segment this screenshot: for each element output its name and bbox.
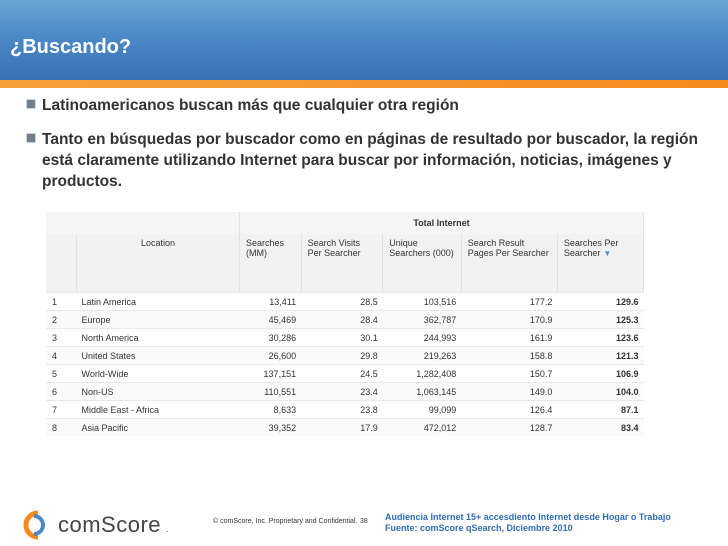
rank-cell: 6 [46,383,77,401]
bullet-2-line-1: Tanto en búsquedas por buscador como en páginas de resultado por buscador, la región [42,131,698,148]
visits-cell: 28.5 [301,293,383,311]
slide-title: ¿Buscando? [10,36,132,58]
visits-cell: 23.8 [301,401,383,419]
title-band [0,0,728,80]
unique-cell: 1,282,408 [383,365,462,383]
visits-cell: 17.9 [301,419,383,437]
visits-cell: 28.4 [301,311,383,329]
per-searcher-cell: 83.4 [557,419,643,437]
location-cell: Non-US [77,383,240,401]
table-row[interactable] [46,419,644,437]
visits-cell: 30.1 [301,329,383,347]
location-cell: North America [77,329,240,347]
pages-cell: 177.2 [461,293,557,311]
location-cell: United States [77,347,240,365]
table-row[interactable] [46,347,644,365]
col-header-searches[interactable]: Searches (MM) [240,234,302,293]
searches-cell: 26,600 [240,347,302,365]
location-cell: Asia Pacific [77,419,240,437]
per-searcher-cell: 123.6 [557,329,643,347]
bullet-1 [26,95,722,116]
unique-cell: 99,099 [383,401,462,419]
rank-cell: 8 [46,419,77,437]
pages-cell: 149.0 [461,383,557,401]
col-header-location[interactable]: Location [77,234,240,293]
pages-cell: 170.9 [461,311,557,329]
per-searcher-cell: 106.9 [557,365,643,383]
bullet-square-icon [26,99,36,109]
per-searcher-cell: 104.0 [557,383,643,401]
location-cell: Latin America [77,293,240,311]
visits-cell: 23.4 [301,383,383,401]
per-searcher-cell: 121.3 [557,347,643,365]
rank-cell: 7 [46,401,77,419]
unique-cell: 103,516 [383,293,462,311]
rank-cell: 2 [46,311,77,329]
group-header-total-internet: Total Internet [240,212,644,234]
bullet-2 [26,129,722,192]
col-header-unique[interactable]: Unique Searchers (000) [383,234,462,293]
table-row[interactable] [46,329,644,347]
unique-cell: 244,993 [383,329,462,347]
per-searcher-cell: 125.3 [557,311,643,329]
rank-cell: 5 [46,365,77,383]
page-number: 38 [360,518,368,525]
searches-cell: 13,411 [240,293,302,311]
unique-cell: 362,787 [383,311,462,329]
col-header-visits[interactable]: Search Visits Per Searcher [301,234,383,293]
per-searcher-cell: 129.6 [557,293,643,311]
rank-col-header [46,234,77,293]
table-row[interactable] [46,365,644,383]
pages-cell: 126.4 [461,401,557,419]
table-row[interactable] [46,293,644,311]
visits-cell: 29.8 [301,347,383,365]
comscore-logo [20,510,210,540]
footer-note-line-2: Fuente: comScore qSearch, Diciembre 2010 [385,523,573,533]
pages-cell: 158.8 [461,347,557,365]
searches-cell: 39,352 [240,419,302,437]
pages-cell: 161.9 [461,329,557,347]
pages-cell: 128.7 [461,419,557,437]
footer-copyright: © comScore, Inc. Proprietary and Confidential. [213,518,358,525]
table-row[interactable] [46,311,644,329]
unique-cell: 219,263 [383,347,462,365]
searches-cell: 30,286 [240,329,302,347]
col-header-per-searcher[interactable] [557,234,643,293]
table-body [46,293,644,437]
logo-mark: . [166,524,169,534]
bullet-square-icon [26,133,36,143]
footer-note-line-1: Audiencia Internet 15+ accesdiento Internet desde Hogar o Trabajo [385,512,671,522]
table-group-spacer [46,212,240,234]
table-header-row [46,234,644,293]
searches-cell: 45,469 [240,311,302,329]
table-row[interactable] [46,401,644,419]
per-searcher-cell: 87.1 [557,401,643,419]
location-cell: Europe [77,311,240,329]
col-header-per-searcher-label: Searches Per Searcher [563,238,619,258]
col-header-pages[interactable]: Search Result Pages Per Searcher [461,234,557,293]
searches-cell: 137,151 [240,365,302,383]
location-cell: World-Wide [77,365,240,383]
footer-note [385,512,671,534]
rank-cell: 4 [46,347,77,365]
visits-cell: 24.5 [301,365,383,383]
rank-cell: 3 [46,329,77,347]
logo-text: comScore [58,512,162,537]
sort-desc-icon[interactable]: ▼ [603,249,612,258]
unique-cell: 1,063,145 [383,383,462,401]
rank-cell: 1 [46,293,77,311]
pages-cell: 150.7 [461,365,557,383]
searches-cell: 8,633 [240,401,302,419]
location-cell: Middle East - Africa [77,401,240,419]
table-group-header-row [46,212,644,234]
accent-strip [0,80,728,88]
bullet-2-line-2: está claramente utilizando Internet para buscar por información, noticias, imágenes y [42,152,672,169]
search-table [46,212,644,433]
searches-cell: 110,551 [240,383,302,401]
table-row[interactable] [46,383,644,401]
bullet-1-text: Latinoamericanos buscan más que cualquier otra región [42,97,459,114]
unique-cell: 472,012 [383,419,462,437]
bullet-2-line-3: productos. [42,173,123,190]
